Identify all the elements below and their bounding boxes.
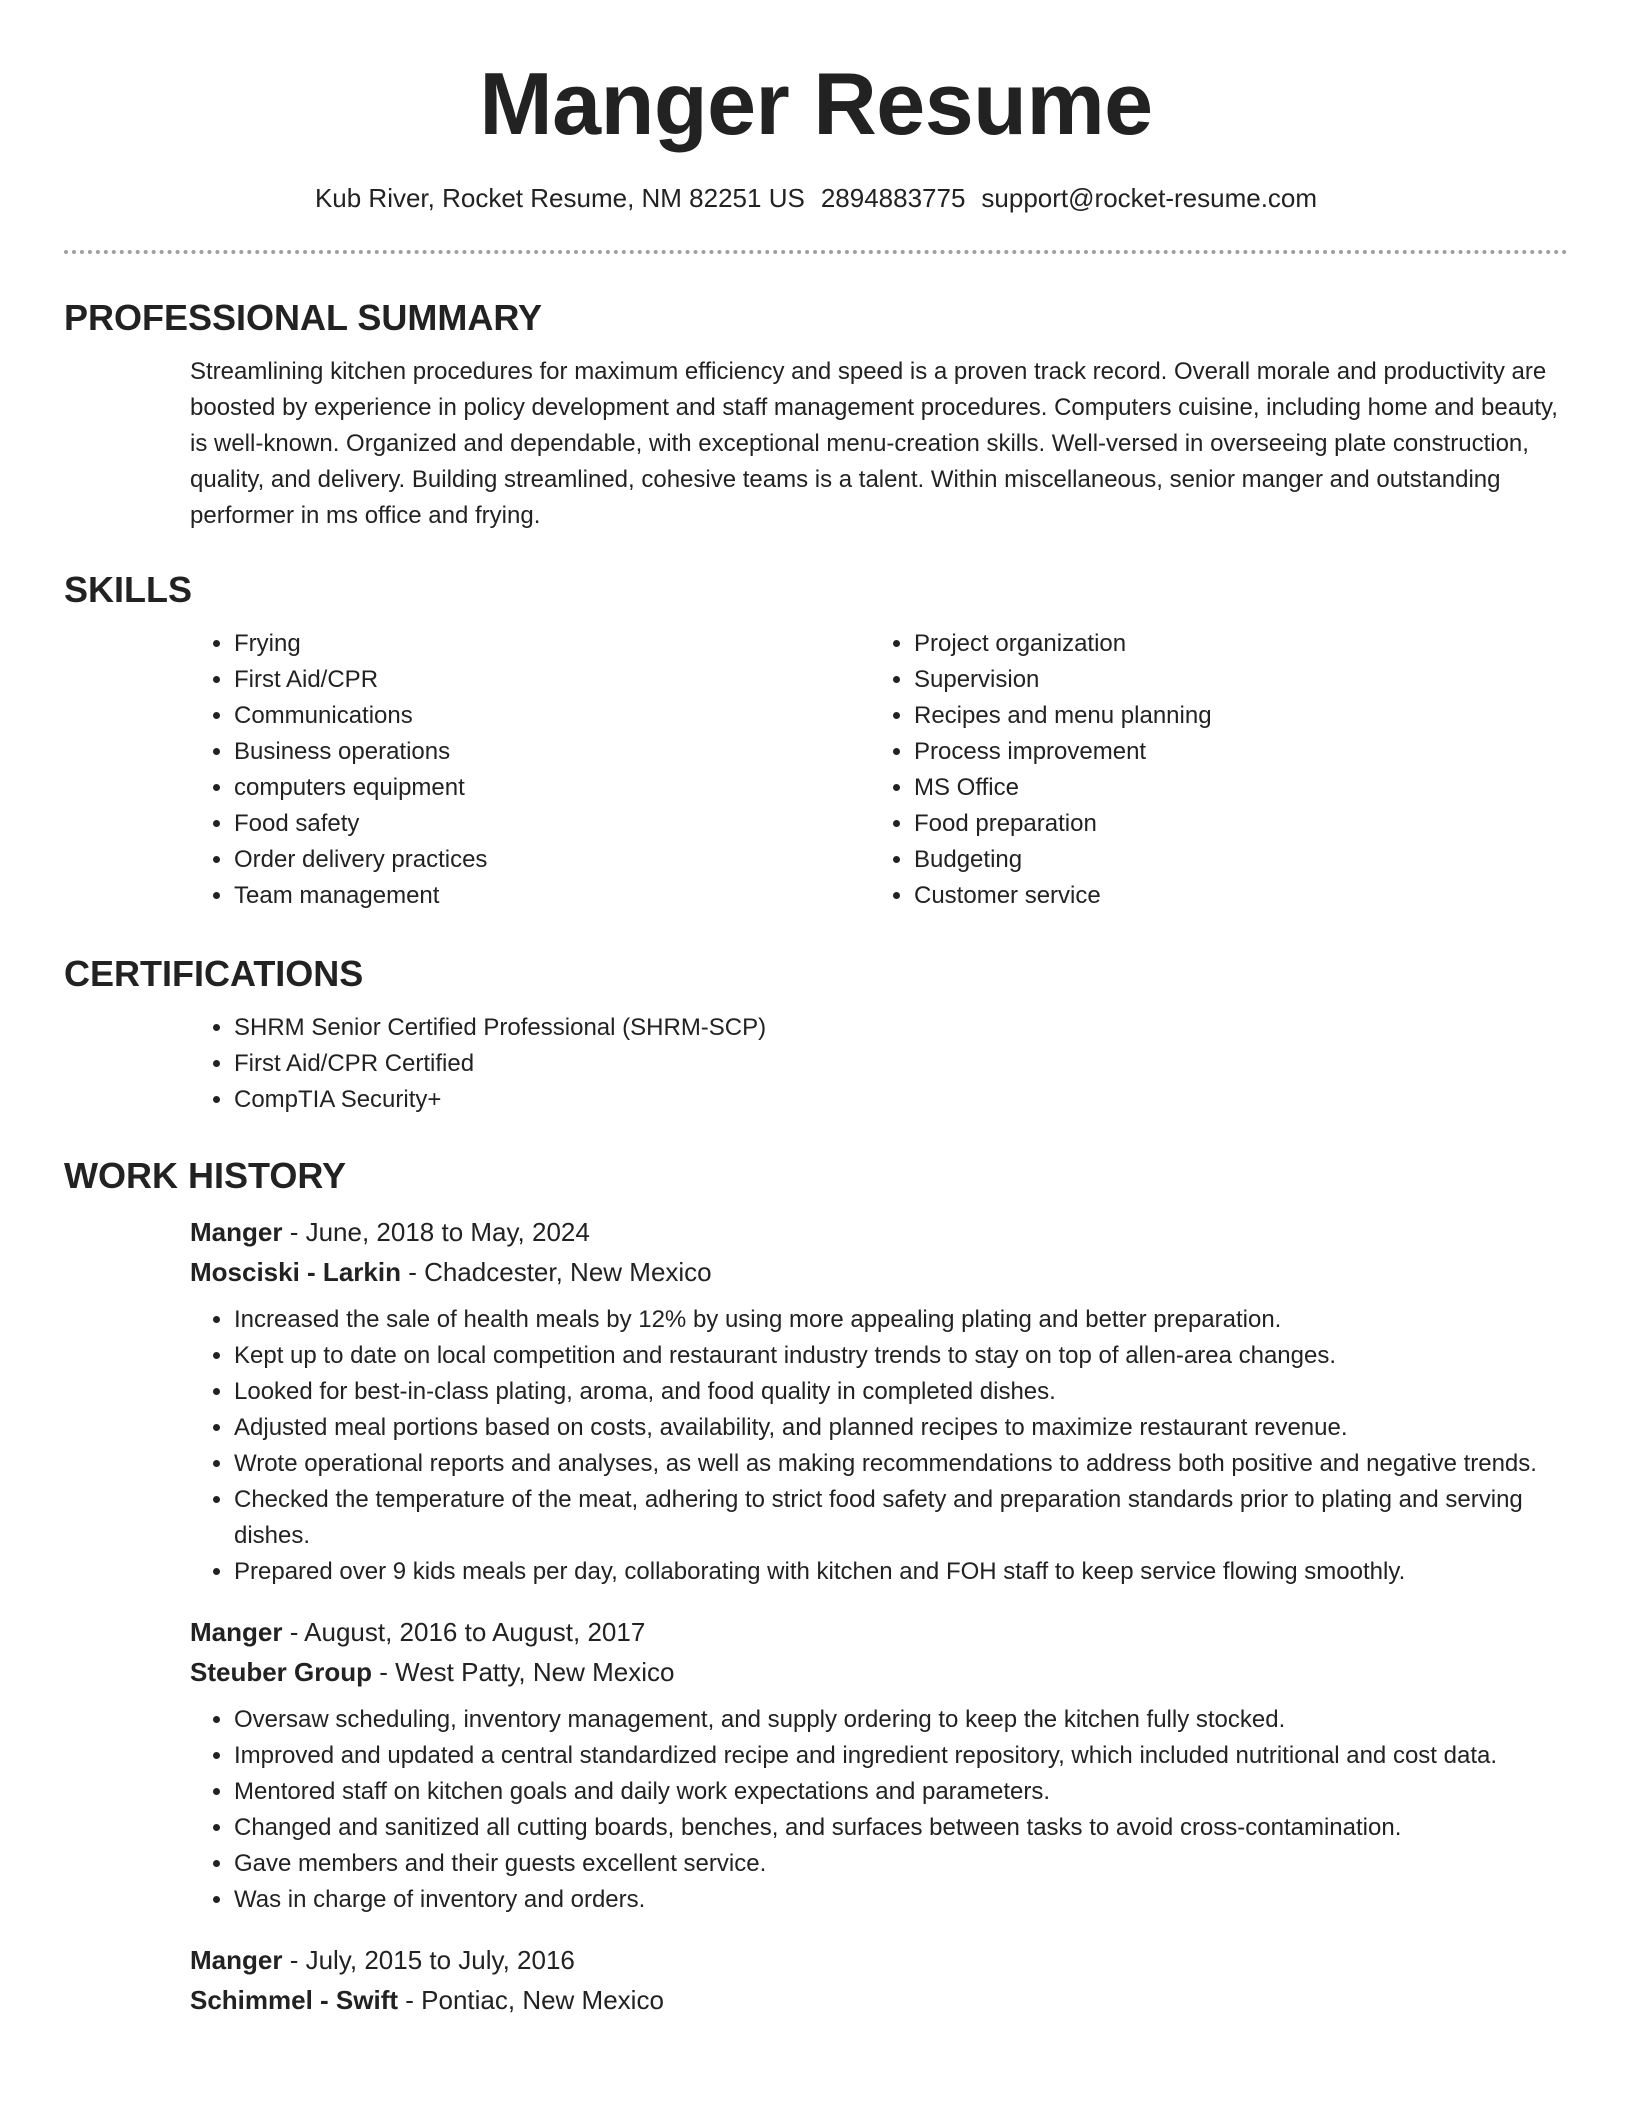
job-bullet: • Changed and sanitized all cutting boards, benches, and surfaces between tasks to avoid cross-contamination. <box>234 1810 1568 1846</box>
summary-section <box>64 296 1568 534</box>
skill-item: • Customer service <box>914 878 1550 914</box>
job-bullet: • Was in charge of inventory and orders. <box>234 1882 1568 1918</box>
job-location: - Pontiac, New Mexico <box>398 1985 664 2015</box>
job-company: Mosciski - Larkin <box>190 1257 401 1287</box>
job-bullets <box>190 1302 1568 1590</box>
skills-heading: SKILLS <box>64 569 193 610</box>
summary-heading: PROFESSIONAL SUMMARY <box>64 297 543 338</box>
job-bullet: • Prepared over 9 kids meals per day, collaborating with kitchen and FOH staff to keep service flowing smoothly. <box>234 1554 1568 1590</box>
skill-item: • Project organization <box>914 626 1550 662</box>
certification-item: • SHRM Senior Certified Professional (SHRM-SCP) <box>234 1010 1568 1046</box>
skill-item: • Communications <box>234 698 870 734</box>
job-title: Manger <box>190 1217 283 1247</box>
job-bullets <box>190 1702 1568 1918</box>
job-bullet: • Checked the temperature of the meat, adhering to strict food safety and preparation standards prior to plating and serving dishes. <box>234 1482 1568 1554</box>
job-entry <box>190 1212 1568 1590</box>
job-entry <box>190 1940 1568 2020</box>
job-company: Schimmel - Swift <box>190 1985 399 2015</box>
job-bullet: • Adjusted meal portions based on costs, availability, and planned recipes to maximize restaurant revenue. <box>234 1410 1568 1446</box>
skill-item: • Budgeting <box>914 842 1550 878</box>
work-history-section <box>64 1154 1568 2020</box>
contact-phone: 2894883775 <box>820 183 966 213</box>
header-divider <box>64 250 1568 254</box>
skill-item: • Recipes and menu planning <box>914 698 1550 734</box>
summary-text: Streamlining kitchen procedures for maximum efficiency and speed is a proven track record. Overall morale and productivity are boosted by experience in policy development and staff management procedures. Computers cuisine, including home and beauty, is well-known. Organized and dependable, with exceptional menu-creation skills. Well-versed in overseeing plate construction, quality, and delivery. Building streamlined, cohesive teams is a talent. Within miscellaneous, senior manger and outstanding performer in ms office and frying. <box>190 358 1558 529</box>
job-company-line <box>190 1652 1568 1692</box>
resume-name: Manger Resume <box>479 54 1153 153</box>
skill-item: • Food preparation <box>914 806 1550 842</box>
job-bullet: • Looked for best-in-class plating, aroma, and food quality in completed dishes. <box>234 1374 1568 1410</box>
skill-item: • computers equipment <box>234 770 870 806</box>
certifications-heading: CERTIFICATIONS <box>64 953 364 994</box>
job-title-line <box>190 1612 1568 1652</box>
job-company-line <box>190 1980 1568 2020</box>
job-bullet: • Increased the sale of health meals by 12% by using more appealing plating and better preparation. <box>234 1302 1568 1338</box>
job-title: Manger <box>190 1945 283 1975</box>
job-bullet: • Oversaw scheduling, inventory management, and supply ordering to keep the kitchen fully stocked. <box>234 1702 1568 1738</box>
job-dates: - August, 2016 to August, 2017 <box>282 1617 646 1647</box>
job-bullet: • Improved and updated a central standardized recipe and ingredient repository, which included nutritional and cost data. <box>234 1738 1568 1774</box>
skill-item: • Team management <box>234 878 870 914</box>
skills-column-left <box>190 626 870 914</box>
skill-item: • Supervision <box>914 662 1550 698</box>
job-dates: - June, 2018 to May, 2024 <box>282 1217 590 1247</box>
certification-item: • First Aid/CPR Certified <box>234 1046 1568 1082</box>
job-bullet: • Kept up to date on local competition and restaurant industry trends to stay on top of allen-area changes. <box>234 1338 1568 1374</box>
certification-item: • CompTIA Security+ <box>234 1082 1568 1118</box>
job-bullet: • Gave members and their guests excellent service. <box>234 1846 1568 1882</box>
skill-item: • Food safety <box>234 806 870 842</box>
skill-item: • MS Office <box>914 770 1550 806</box>
job-title-line <box>190 1212 1568 1252</box>
job-location: - Chadcester, New Mexico <box>400 1257 712 1287</box>
job-entry <box>190 1612 1568 1918</box>
skills-section <box>64 568 1568 914</box>
job-title: Manger <box>190 1617 283 1647</box>
contact-address: Kub River, Rocket Resume, NM 82251 US <box>314 183 805 213</box>
job-dates: - July, 2015 to July, 2016 <box>282 1945 575 1975</box>
skill-item: • Process improvement <box>914 734 1550 770</box>
skill-item: • First Aid/CPR <box>234 662 870 698</box>
skill-item: • Order delivery practices <box>234 842 870 878</box>
contact-email: support@rocket-resume.com <box>981 183 1318 213</box>
work-history-heading: WORK HISTORY <box>64 1155 347 1196</box>
job-title-line <box>190 1940 1568 1980</box>
job-bullet: • Wrote operational reports and analyses, as well as making recommendations to address both positive and negative trends. <box>234 1446 1568 1482</box>
skill-item: • Frying <box>234 626 870 662</box>
job-company-line <box>190 1252 1568 1292</box>
contact-line <box>0 181 1632 215</box>
job-location: - West Patty, New Mexico <box>372 1657 675 1687</box>
skill-item: • Business operations <box>234 734 870 770</box>
job-bullet: • Mentored staff on kitchen goals and daily work expectations and parameters. <box>234 1774 1568 1810</box>
job-company: Steuber Group <box>190 1657 373 1687</box>
certifications-section <box>64 952 1568 1118</box>
skills-column-right <box>870 626 1550 914</box>
